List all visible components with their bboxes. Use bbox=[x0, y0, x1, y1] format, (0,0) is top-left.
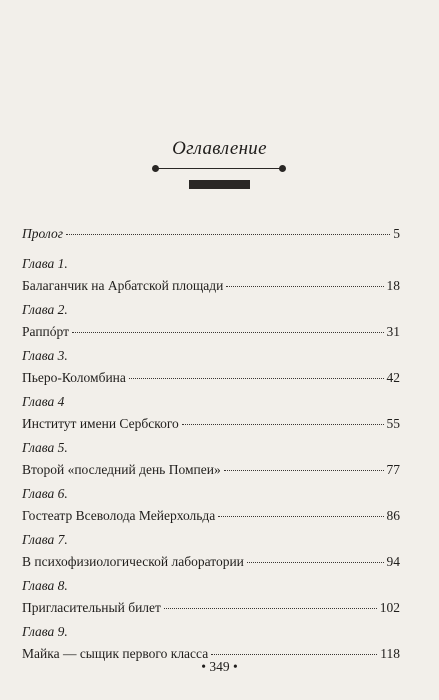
ornament-line bbox=[158, 168, 280, 169]
toc-title: Оглавление bbox=[172, 138, 267, 159]
entry-title: Институт имени Сербского bbox=[22, 416, 179, 431]
toc-list bbox=[22, 222, 400, 665]
entry-page: 5 bbox=[393, 226, 400, 241]
dot-leader bbox=[218, 516, 383, 517]
dot-leader bbox=[211, 654, 377, 655]
toc-heading bbox=[0, 138, 439, 160]
entry-title: Пригласительный билет bbox=[22, 600, 161, 615]
toc-row bbox=[22, 412, 400, 435]
entry-page: 118 bbox=[380, 646, 400, 661]
toc-row bbox=[22, 596, 400, 619]
toc-entry-prolog bbox=[22, 222, 400, 245]
entry-page: 42 bbox=[386, 370, 400, 385]
chapter-label: Глава 6. bbox=[22, 486, 68, 501]
entry-title: Майка — сыщик первого класса bbox=[22, 646, 209, 661]
chapter-label: Глава 3. bbox=[22, 348, 68, 363]
chapter-label: Глава 9. bbox=[22, 624, 68, 639]
entry-page: 18 bbox=[386, 278, 400, 293]
toc-entry-chapter-2 bbox=[22, 300, 400, 343]
entry-page: 77 bbox=[386, 462, 400, 477]
toc-entry-chapter-4 bbox=[22, 392, 400, 435]
title-ornament bbox=[152, 164, 286, 194]
entry-title: В психофизиологической лаборатории bbox=[22, 554, 244, 569]
entry-page: 102 bbox=[379, 600, 400, 615]
dot-leader bbox=[72, 332, 384, 333]
ornament-dot-right bbox=[279, 165, 286, 172]
entry-page: 31 bbox=[386, 324, 400, 339]
chapter-label: Глава 5. bbox=[22, 440, 68, 455]
toc-entry-chapter-3 bbox=[22, 346, 400, 389]
toc-row bbox=[22, 222, 400, 245]
entry-title: Раппóрт bbox=[22, 324, 69, 339]
entry-title: Второй «последний день Помпеи» bbox=[22, 462, 221, 477]
entry-title: Балаганчик на Арбатской площади bbox=[22, 278, 224, 293]
entry-page: 94 bbox=[386, 554, 400, 569]
chapter-label: Глава 7. bbox=[22, 532, 68, 547]
toc-row bbox=[22, 458, 400, 481]
toc-entry-chapter-8 bbox=[22, 576, 400, 619]
chapter-label: Глава 8. bbox=[22, 578, 68, 593]
toc-row bbox=[22, 550, 400, 573]
ornament-bar bbox=[189, 180, 250, 189]
chapter-label: Глава 2. bbox=[22, 302, 68, 317]
page-number: • 349 • bbox=[201, 659, 238, 674]
dot-leader bbox=[247, 562, 384, 563]
entry-title: Пролог bbox=[22, 226, 63, 241]
chapter-label: Глава 4 bbox=[22, 394, 65, 409]
dot-leader bbox=[182, 424, 384, 425]
toc-entry-chapter-5 bbox=[22, 438, 400, 481]
dot-leader bbox=[66, 234, 390, 235]
ornament-dot-left bbox=[152, 165, 159, 172]
toc-entry-chapter-7 bbox=[22, 530, 400, 573]
entry-page: 86 bbox=[386, 508, 400, 523]
toc-row bbox=[22, 504, 400, 527]
toc-row bbox=[22, 320, 400, 343]
entry-title: Гостеатр Всеволода Мейерхольда bbox=[22, 508, 216, 523]
toc-entry-chapter-6 bbox=[22, 484, 400, 527]
dot-leader bbox=[224, 470, 384, 471]
toc-row bbox=[22, 366, 400, 389]
toc-row bbox=[22, 274, 400, 297]
dot-leader bbox=[129, 378, 384, 379]
entry-title: Пьеро-Коломбина bbox=[22, 370, 126, 385]
chapter-label: Глава 1. bbox=[22, 256, 68, 271]
toc-entry-chapter-1 bbox=[22, 254, 400, 297]
dot-leader bbox=[226, 286, 383, 287]
dot-leader bbox=[164, 608, 377, 609]
entry-page: 55 bbox=[386, 416, 400, 431]
